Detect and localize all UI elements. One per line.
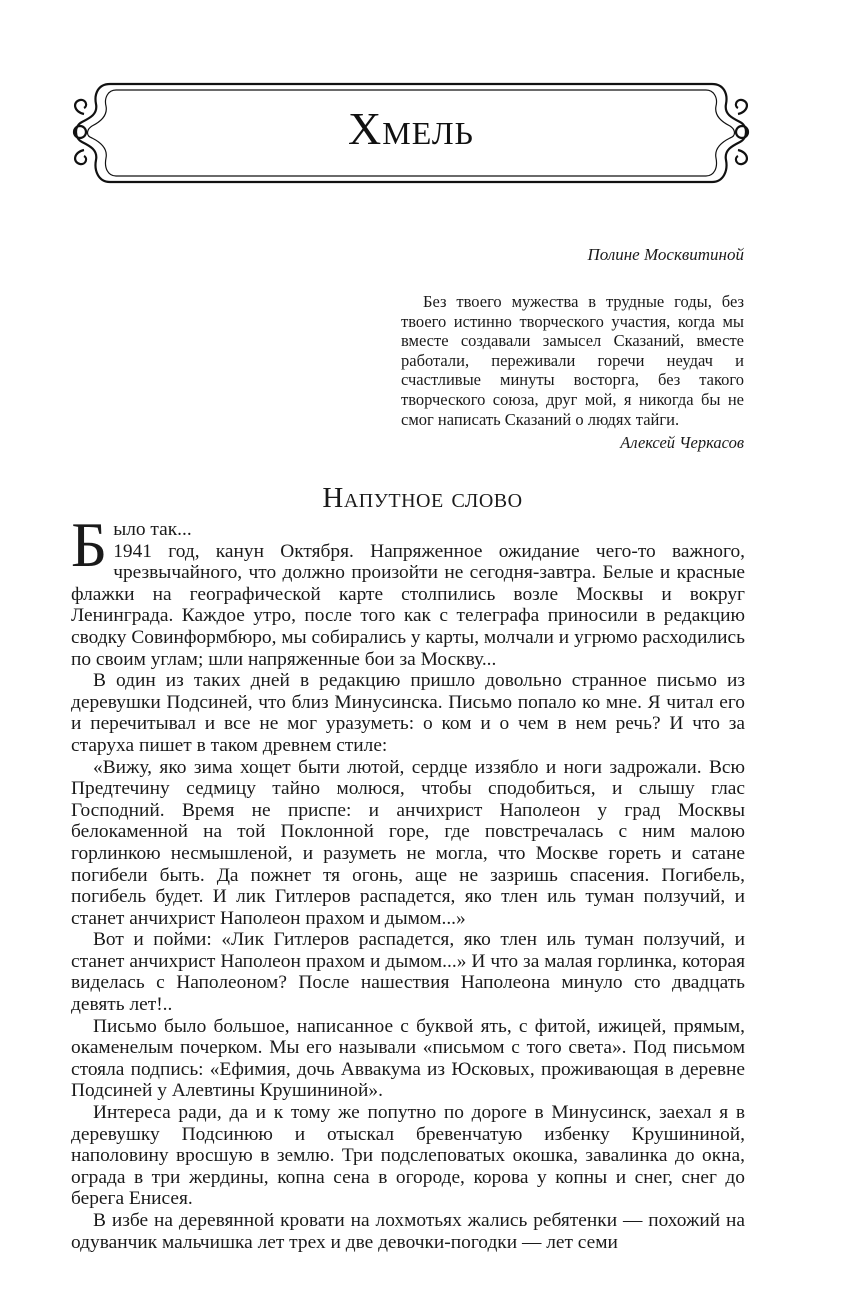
drop-cap: Б — [71, 510, 108, 580]
body-text — [71, 510, 745, 1253]
paragraph: Интереса ради, да и к тому же попутно по дороге в Минусинск, заехал я в деревушку Подсинюю и отыскал бревенчатую избенку Крушининой, наполовину вросшую в землю. Три подслеповатых окошка, завалинка до окна, ограда в три жердины, копна сена в огороде, корова у копны и снег, снег до берега Енисея. — [71, 1102, 745, 1210]
chapter-title-frame — [70, 72, 752, 192]
chapter-title: Хмель — [348, 103, 474, 154]
opening-line — [71, 510, 745, 670]
paragraph: В избе на деревянной кровати на лохмотьях жались ребятенки — похожий на одуванчик мальчишка лет трех и две девочки-погодки — лет семи — [71, 1210, 745, 1253]
paragraph: «Вижу, яко зима хощет быти лютой, сердце иззябло и ноги задрожали. Всю Предтечину седмицу тайно молюся, чтобы сподобиться, и слышу глас Господний. Время не приспе: и анчихрист Наполеон у град Москвы белокаменной на той Поклонной горе, где повстречалась с ним малою горлинкою несмышленой, и разуметь не могла, что Москве гореть и сатане погибели быть. Да пожнет тя огонь, аще не зазришь спасения. Погибель, погибель будет. И лик Гитлеров распадется, яко тлен иль туман ползучий, и станет анчихрист Наполеон прахом и дымом...» — [71, 756, 745, 929]
paragraph: 1941 год, канун Октября. Напряженное ожидание чего-то важного, чрезвычайного, что должно произойти не сегодня-завтра. Белые и красные флажки на географической карте столпились возле Москвы и вокруг Ленинграда. Каждое утро, после того как с телеграфа приносили в редакцию сводку Совинформбюро, мы собирались у карты, молчали и угрюмо расходились по своим углам; шли напряженные бои за Москву... — [71, 540, 745, 670]
paragraph: Письмо было большое, написанное с буквой ять, с фитой, ижицей, прямым, окаменелым почерком. Мы его называли «письмом с того света». Под письмом стояла подпись: «Ефимия, дочь Аввакума из Юсковых, проживающая в деревне Подсиней у Алевтины Крушининой». — [71, 1015, 745, 1102]
section-heading: Напутное слово — [322, 482, 523, 514]
epigraph-author: Алексей Черкасов — [620, 433, 744, 452]
paragraph: Вот и пойми: «Лик Гитлеров распадется, яко тлен иль туман ползучий, и станет анчихрист Наполеон прахом и дымом...» И что за малая горлинка, которая виделась с Наполеоном? После нашествия Наполеона минуло сто двадцать девять лет!.. — [71, 929, 745, 1016]
paragraph: В один из таких дней в редакцию пришло довольно странное письмо из деревушки Подсиней, что близ Минусинска. Письмо попало ко мне. Я читал его и перечитывал и все не мог уразуметь: о ком и о чем в нем речь? И что за старуха пишет в таком древнем стиле: — [71, 670, 745, 756]
epigraph-text: Без твоего мужества в трудные годы, без твоего истинно творческого участия, когда мы вместе создавали замысел Сказаний, вместе работали, переживали горечи неудач и счастливые минуты восторга, без такого творческого союза, друг мой, я никогда бы не смог написать Сказаний о людях тайги. — [401, 292, 744, 429]
dedication: Полине Москвитиной — [587, 245, 744, 264]
opening-line-text: ыло так... — [113, 519, 192, 540]
